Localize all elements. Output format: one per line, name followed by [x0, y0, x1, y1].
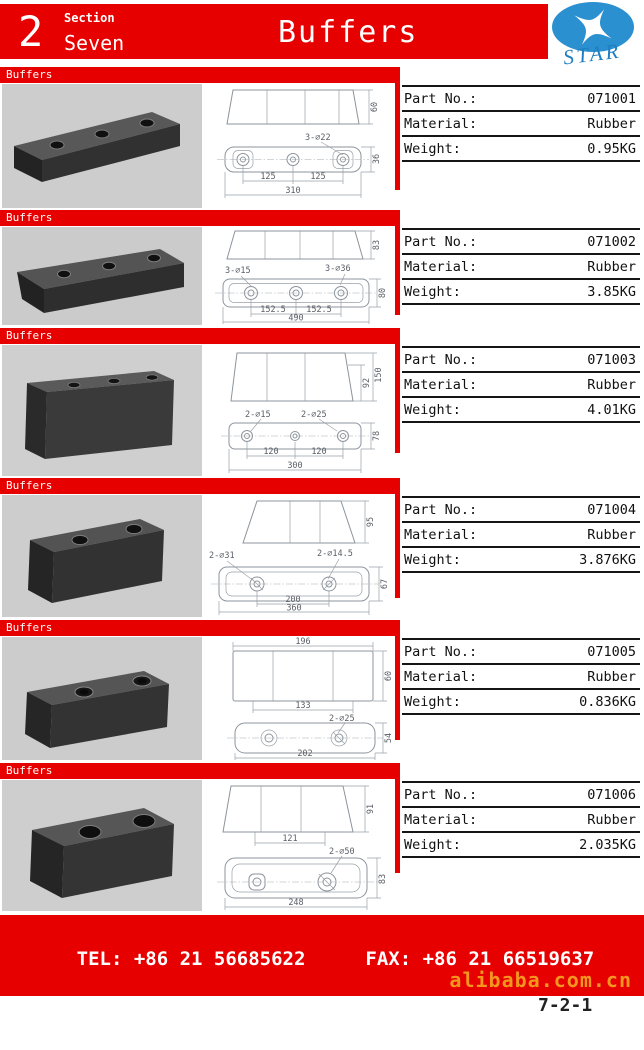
product-photo: [2, 345, 202, 476]
section-banner: [0, 328, 399, 344]
svg-text:60: 60: [370, 101, 380, 113]
material-label: Material:: [404, 376, 478, 393]
part-no-value: 071004: [587, 501, 636, 518]
buffer-block: [25, 371, 174, 459]
svg-text:300: 300: [287, 461, 303, 471]
technical-drawing: [205, 227, 395, 326]
part-no-label: Part No.:: [404, 643, 478, 660]
weight-label: Weight:: [404, 140, 461, 157]
svg-text:80: 80: [378, 287, 388, 299]
product-photo: [2, 227, 202, 325]
section-banner: [0, 210, 399, 226]
svg-text:120: 120: [263, 447, 279, 457]
svg-text:152.5: 152.5: [306, 305, 332, 315]
svg-text:83: 83: [378, 873, 388, 885]
table-row: [402, 781, 640, 808]
table-row: [402, 690, 640, 715]
weight-value: 3.85KG: [587, 283, 636, 300]
table-row: [402, 255, 640, 280]
header-bar: [0, 4, 548, 59]
svg-text:2-∅14.5: 2-∅14.5: [317, 549, 353, 559]
material-label: Material:: [404, 115, 478, 132]
technical-drawing: [205, 780, 395, 912]
material-label: Material:: [404, 811, 478, 828]
section-banner: [0, 763, 399, 779]
section-label-top: Section: [64, 11, 115, 25]
star-logo: [546, 0, 642, 70]
spec-table: [402, 496, 640, 573]
fax-text: FAX: +86 21 66519637: [365, 948, 595, 970]
svg-text:3-∅36: 3-∅36: [325, 264, 351, 274]
svg-text:78: 78: [372, 430, 382, 442]
table-row: [402, 638, 640, 665]
part-no-label: Part No.:: [404, 786, 478, 803]
part-no-value: 071005: [587, 643, 636, 660]
material-value: Rubber: [587, 526, 636, 543]
weight-label: Weight:: [404, 693, 461, 710]
part-no-value: 071001: [587, 90, 636, 107]
spec-table: [402, 228, 640, 305]
svg-text:54: 54: [384, 732, 394, 744]
svg-text:2-∅25: 2-∅25: [301, 410, 327, 420]
material-label: Material:: [404, 258, 478, 275]
table-row: [402, 112, 640, 137]
material-value: Rubber: [587, 668, 636, 685]
weight-label: Weight:: [404, 401, 461, 418]
technical-drawing: [205, 637, 395, 761]
technical-drawing: [205, 495, 395, 617]
part-no-label: Part No.:: [404, 233, 478, 250]
svg-text:202: 202: [297, 749, 313, 759]
section-banner: [0, 620, 399, 636]
product-photo: [2, 84, 202, 208]
table-row: [402, 398, 640, 423]
svg-text:67: 67: [380, 578, 390, 590]
material-label: Material:: [404, 668, 478, 685]
table-row: [402, 808, 640, 833]
material-value: Rubber: [587, 258, 636, 275]
svg-text:3-∅15: 3-∅15: [225, 266, 251, 276]
web-text: WEB:www.truckbodyfittings.com: [8, 1026, 340, 1048]
red-divider: [395, 67, 400, 190]
page-number: 7-2-1: [538, 995, 593, 1016]
banner-label: Buffers: [6, 479, 53, 492]
product-photo: [2, 637, 202, 760]
table-row: [402, 665, 640, 690]
table-row: [402, 833, 640, 858]
table-row: [402, 85, 640, 112]
svg-text:248: 248: [288, 898, 304, 908]
svg-text:2-∅15: 2-∅15: [245, 410, 271, 420]
email-text: E-mail:truckbodyfittings@gmail.com: [8, 1000, 397, 1022]
alibaba-watermark: alibaba.com.cn: [449, 968, 632, 992]
svg-text:125: 125: [310, 172, 326, 182]
svg-text:120: 120: [311, 447, 327, 457]
banner-label: Buffers: [6, 68, 53, 81]
weight-label: Weight:: [404, 283, 461, 300]
material-label: Material:: [404, 526, 478, 543]
part-no-value: 071003: [587, 351, 636, 368]
table-row: [402, 228, 640, 255]
svg-text:196: 196: [295, 637, 311, 647]
part-no-value: 071002: [587, 233, 636, 250]
svg-text:92: 92: [362, 377, 372, 389]
svg-text:360: 360: [286, 603, 302, 614]
weight-value: 0.836KG: [579, 693, 636, 710]
banner-label: Buffers: [6, 621, 53, 634]
weight-value: 3.876KG: [579, 551, 636, 568]
svg-text:91: 91: [366, 803, 376, 815]
tel-text: TEL: +86 21 56685622: [76, 948, 306, 970]
product-photo: [2, 495, 202, 617]
weight-label: Weight:: [404, 836, 461, 853]
red-divider: [395, 210, 400, 315]
weight-value: 2.035KG: [579, 836, 636, 853]
svg-text:2-∅25: 2-∅25: [329, 714, 355, 724]
material-value: Rubber: [587, 115, 636, 132]
spec-table: [402, 85, 640, 162]
banner-label: Buffers: [6, 211, 53, 224]
page-title: Buffers: [278, 15, 419, 50]
product-photo: [2, 780, 202, 911]
weight-value: 0.95KG: [587, 140, 636, 157]
svg-text:60: 60: [384, 670, 394, 682]
red-divider: [395, 328, 400, 453]
section-label-bottom: Seven: [64, 31, 125, 55]
svg-text:3-∅22: 3-∅22: [305, 133, 331, 143]
svg-text:150: 150: [374, 367, 384, 383]
svg-text:125: 125: [260, 172, 276, 182]
part-no-label: Part No.:: [404, 501, 478, 518]
banner-label: Buffers: [6, 329, 53, 342]
svg-text:200: 200: [285, 595, 301, 605]
technical-drawing: [205, 84, 395, 208]
table-row: [402, 523, 640, 548]
table-row: [402, 280, 640, 305]
svg-text:36: 36: [372, 153, 382, 165]
section-banner: [0, 478, 399, 494]
logo-text: STAR: [561, 38, 623, 70]
technical-drawing: [205, 345, 395, 476]
spec-table: [402, 638, 640, 715]
material-value: Rubber: [587, 376, 636, 393]
svg-text:310: 310: [285, 186, 301, 196]
svg-text:83: 83: [372, 239, 382, 251]
svg-text:133: 133: [295, 701, 311, 711]
section-banner: [0, 67, 399, 83]
part-no-value: 071006: [587, 786, 636, 803]
svg-text:2-∅31: 2-∅31: [209, 551, 235, 561]
banner-label: Buffers: [6, 764, 53, 777]
svg-text:2-∅50: 2-∅50: [329, 847, 355, 857]
svg-text:121: 121: [282, 834, 298, 844]
svg-text:152.5: 152.5: [260, 305, 286, 315]
part-no-label: Part No.:: [404, 90, 478, 107]
red-divider: [395, 620, 400, 740]
table-row: [402, 496, 640, 523]
part-no-label: Part No.:: [404, 351, 478, 368]
table-row: [402, 346, 640, 373]
weight-label: Weight:: [404, 551, 461, 568]
svg-text:490: 490: [288, 313, 304, 324]
spec-table: [402, 346, 640, 423]
table-row: [402, 137, 640, 162]
svg-text:95: 95: [366, 516, 376, 528]
material-value: Rubber: [587, 811, 636, 828]
red-divider: [395, 478, 400, 598]
spec-table: [402, 781, 640, 858]
section-number: 2: [18, 7, 44, 56]
weight-value: 4.01KG: [587, 401, 636, 418]
red-divider: [395, 763, 400, 873]
table-row: [402, 548, 640, 573]
table-row: [402, 373, 640, 398]
